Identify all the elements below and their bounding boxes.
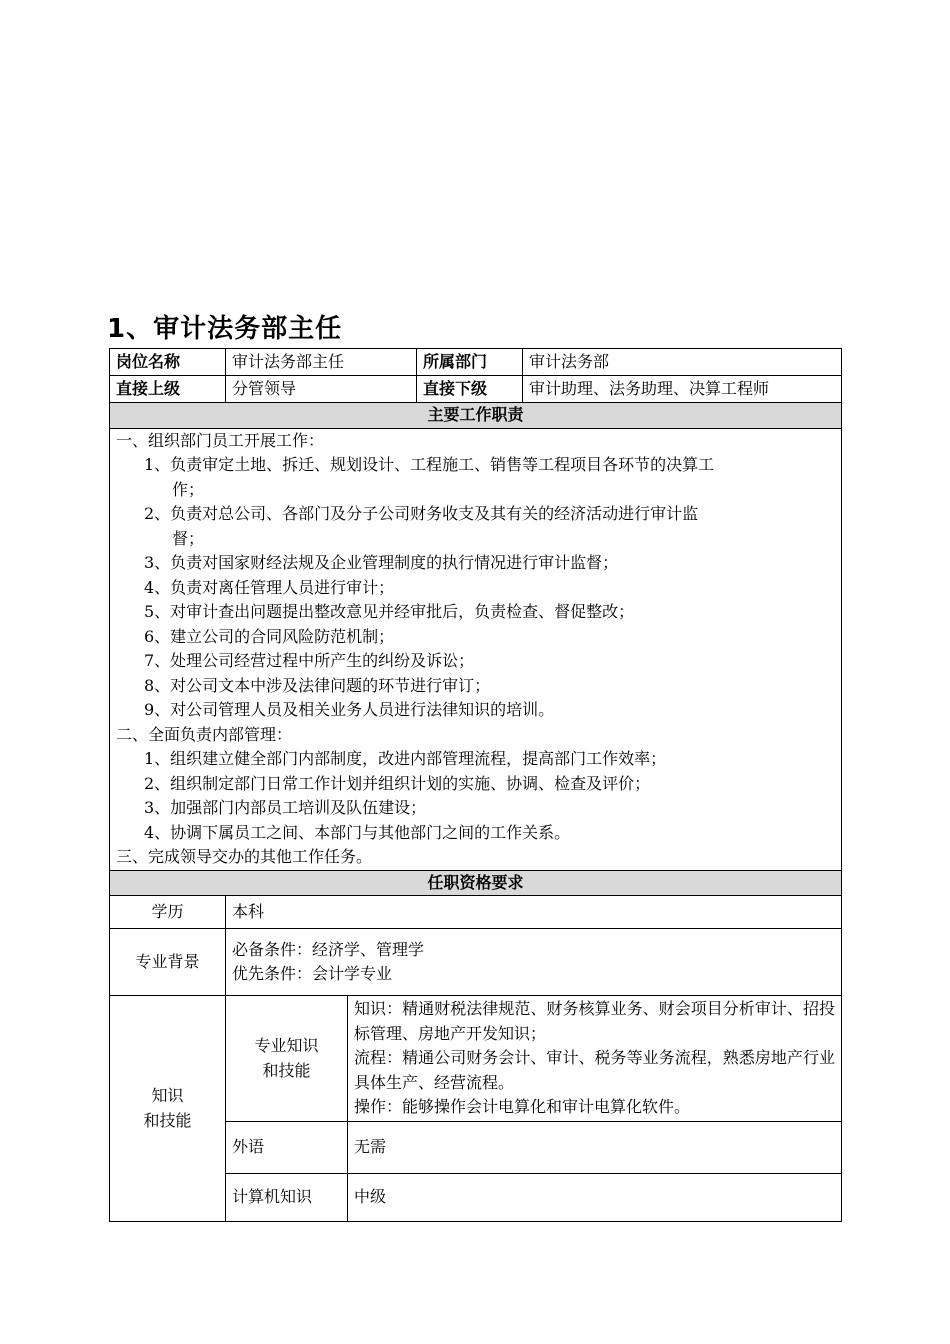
department-label: 所属部门 bbox=[417, 349, 523, 376]
professional-label-line: 专业知识 bbox=[254, 1036, 319, 1055]
prof-knowledge: 知识：精通财税法律规范、财务核算业务、财会项目分析审计、招投标管理、房地产开发知识； bbox=[354, 999, 836, 1043]
duty-line: 3、负责对国家财经法规及企业管理制度的执行情况进行审计监督； bbox=[144, 553, 619, 572]
major-required: 必备条件：经济学、管理学 bbox=[232, 939, 425, 959]
duty-line: 督； bbox=[172, 528, 205, 548]
duties-list bbox=[110, 428, 842, 870]
major-preferred: 优先条件：会计学专业 bbox=[232, 964, 393, 983]
professional-label-line: 和技能 bbox=[262, 1060, 311, 1080]
skills-label bbox=[110, 996, 226, 1222]
major-label: 专业背景 bbox=[110, 929, 226, 996]
computer-value: 中级 bbox=[348, 1174, 842, 1222]
language-value: 无需 bbox=[348, 1122, 842, 1174]
education-value: 本科 bbox=[226, 896, 842, 929]
duty-line: 2、组织制定部门日常工作计划并组织计划的实施、协调、检查及评价； bbox=[144, 773, 651, 793]
duty-line: 4、负责对离任管理人员进行审计； bbox=[144, 577, 395, 597]
department-value: 审计法务部 bbox=[523, 349, 842, 376]
duty-line: 6、建立公司的合同风险防范机制； bbox=[144, 626, 395, 646]
prof-operation: 操作：能够操作会计电算化和审计电算化软件。 bbox=[354, 1097, 691, 1117]
duty-line: 8、对公司文本中涉及法律问题的环节进行审订； bbox=[144, 675, 491, 695]
computer-label: 计算机知识 bbox=[226, 1174, 348, 1222]
duty-line: 作； bbox=[172, 479, 205, 499]
major-value bbox=[226, 929, 842, 996]
superior-label: 直接上级 bbox=[110, 376, 226, 403]
skills-label-line: 知识 bbox=[151, 1086, 184, 1105]
subordinate-value: 审计助理、法务助理、决算工程师 bbox=[523, 376, 842, 403]
subordinate-label: 直接下级 bbox=[417, 376, 523, 403]
qualifications-header: 任职资格要求 bbox=[110, 870, 842, 896]
position-name-value: 审计法务部主任 bbox=[226, 349, 417, 376]
duty-line: 1、组织建立健全部门内部制度，改进内部管理流程，提高部门工作效率； bbox=[144, 749, 667, 768]
job-description-table bbox=[109, 348, 842, 1222]
duty-line: 三、完成领导交办的其他工作任务。 bbox=[116, 847, 373, 866]
position-name-label: 岗位名称 bbox=[110, 349, 226, 376]
language-label: 外语 bbox=[226, 1122, 348, 1174]
duty-line: 2、负责对总公司、各部门及分子公司财务收支及其有关的经济活动进行审计监 bbox=[144, 504, 699, 523]
duty-line: 9、对公司管理人员及相关业务人员进行法律知识的培训。 bbox=[144, 700, 555, 719]
skills-label-line: 和技能 bbox=[143, 1110, 192, 1130]
professional-value bbox=[348, 996, 842, 1122]
page-title: 1、审计法务部主任 bbox=[107, 314, 343, 344]
duties-header: 主要工作职责 bbox=[110, 403, 842, 429]
duty-line: 1、负责审定土地、拆迁、规划设计、工程施工、销售等工程项目各环节的决算工 bbox=[144, 455, 715, 474]
duty-line: 二、全面负责内部管理： bbox=[116, 724, 293, 744]
education-label: 学历 bbox=[110, 896, 226, 929]
prof-process: 流程：精通公司财务会计、审计、税务等业务流程，熟悉房地产行业具体生产、经营流程。 bbox=[354, 1048, 836, 1092]
duty-line: 7、处理公司经营过程中所产生的纠纷及诉讼； bbox=[144, 651, 475, 670]
duty-line: 4、协调下属员工之间、本部门与其他部门之间的工作关系。 bbox=[144, 822, 571, 842]
duty-line: 3、加强部门内部员工培训及队伍建设； bbox=[144, 798, 427, 817]
superior-value: 分管领导 bbox=[226, 376, 417, 403]
professional-label bbox=[226, 996, 348, 1122]
duty-line: 一、组织部门员工开展工作： bbox=[116, 430, 325, 450]
duty-line: 5、对审计查出问题提出整改意见并经审批后，负责检查、督促整改； bbox=[144, 602, 635, 621]
